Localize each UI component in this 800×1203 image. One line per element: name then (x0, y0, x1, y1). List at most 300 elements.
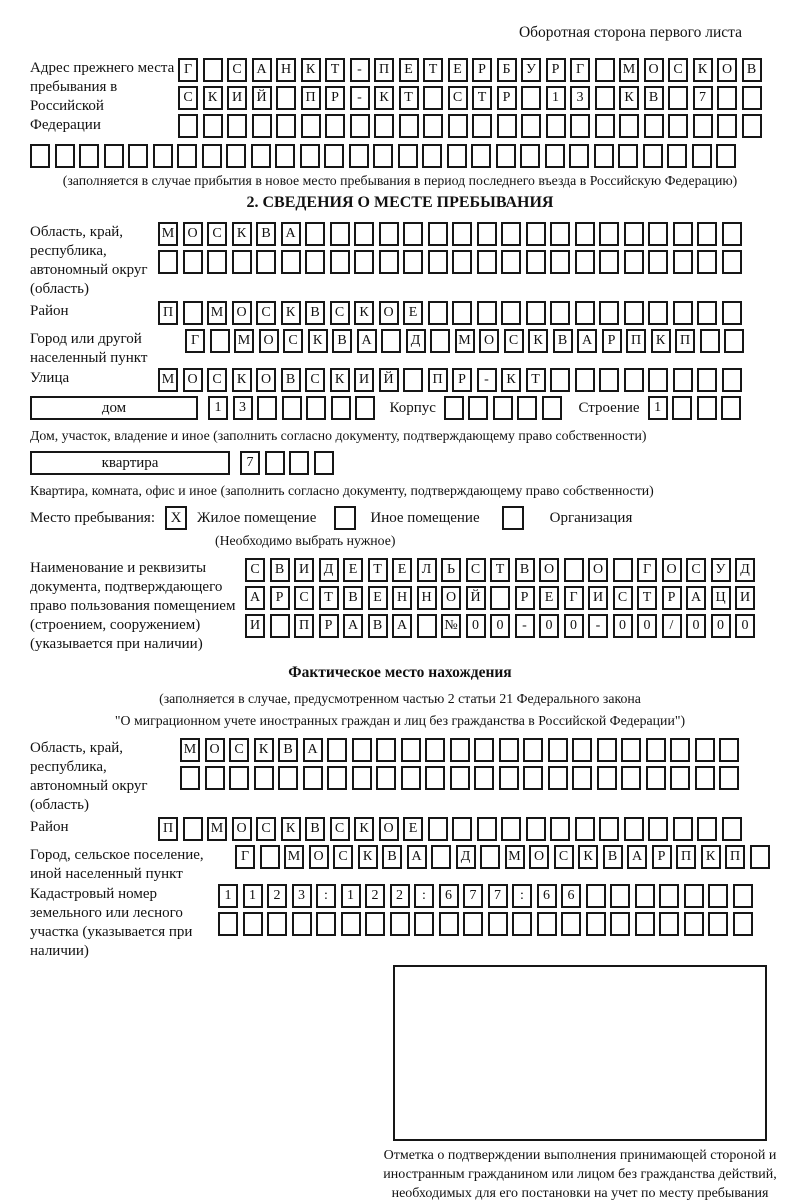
char-cell[interactable] (717, 86, 737, 110)
char-cell[interactable] (379, 250, 399, 274)
char-cell[interactable] (303, 766, 323, 790)
char-cell[interactable] (55, 144, 75, 168)
char-cell[interactable] (422, 144, 442, 168)
char-cell[interactable]: Т (325, 58, 345, 82)
char-cell[interactable]: Р (515, 586, 535, 610)
char-cell[interactable]: Ц (711, 586, 731, 610)
char-cell[interactable]: Г (235, 845, 255, 869)
char-cell[interactable] (401, 738, 421, 762)
char-cell[interactable] (692, 144, 712, 168)
char-cell[interactable] (569, 144, 589, 168)
char-cell[interactable] (575, 222, 595, 246)
char-cell[interactable] (722, 368, 742, 392)
char-cell[interactable] (742, 114, 762, 138)
char-cell[interactable] (218, 912, 238, 936)
char-cell[interactable] (177, 144, 197, 168)
char-cell[interactable] (501, 250, 521, 274)
char-cell[interactable] (414, 912, 434, 936)
char-cell[interactable]: О (539, 558, 559, 582)
char-cell[interactable] (256, 250, 276, 274)
char-cell[interactable] (670, 738, 690, 762)
char-cell[interactable]: К (330, 368, 350, 392)
char-cell[interactable]: О (205, 738, 225, 762)
char-cell[interactable]: А (303, 738, 323, 762)
char-cell[interactable]: С (686, 558, 706, 582)
char-cell[interactable] (341, 912, 361, 936)
char-cell[interactable]: К (232, 368, 252, 392)
char-cell[interactable] (719, 766, 739, 790)
char-cell[interactable]: К (619, 86, 639, 110)
char-cell[interactable] (316, 912, 336, 936)
char-cell[interactable] (673, 222, 693, 246)
char-cell[interactable]: 0 (539, 614, 559, 638)
char-cell[interactable] (575, 301, 595, 325)
char-cell[interactable] (695, 738, 715, 762)
char-cell[interactable] (183, 301, 203, 325)
char-cell[interactable]: Т (319, 586, 339, 610)
char-cell[interactable]: О (183, 368, 203, 392)
char-cell[interactable]: В (305, 301, 325, 325)
char-cell[interactable]: С (466, 558, 486, 582)
char-cell[interactable] (550, 250, 570, 274)
char-cell[interactable] (398, 144, 418, 168)
char-cell[interactable] (643, 144, 663, 168)
char-cell[interactable] (355, 396, 375, 420)
char-cell[interactable]: М (455, 329, 475, 353)
char-cell[interactable]: В (343, 586, 363, 610)
char-cell[interactable] (276, 86, 296, 110)
char-cell[interactable]: Д (319, 558, 339, 582)
char-cell[interactable] (595, 114, 615, 138)
char-cell[interactable] (444, 396, 464, 420)
char-cell[interactable] (431, 845, 451, 869)
char-cell[interactable] (428, 222, 448, 246)
char-cell[interactable]: 3 (233, 396, 253, 420)
char-cell[interactable]: - (350, 86, 370, 110)
char-cell[interactable]: А (407, 845, 427, 869)
char-cell[interactable] (229, 766, 249, 790)
char-cell[interactable] (352, 766, 372, 790)
char-cell[interactable] (599, 817, 619, 841)
char-cell[interactable]: М (505, 845, 525, 869)
char-cell[interactable] (499, 766, 519, 790)
char-cell[interactable]: С (229, 738, 249, 762)
char-cell[interactable] (624, 301, 644, 325)
char-cell[interactable]: - (588, 614, 608, 638)
char-cell[interactable] (330, 222, 350, 246)
char-cell[interactable] (480, 845, 500, 869)
char-cell[interactable] (610, 884, 630, 908)
char-cell[interactable]: В (644, 86, 664, 110)
char-cell[interactable]: О (662, 558, 682, 582)
char-cell[interactable]: О (379, 301, 399, 325)
char-cell[interactable] (619, 114, 639, 138)
char-cell[interactable] (708, 912, 728, 936)
char-cell[interactable] (301, 114, 321, 138)
char-cell[interactable] (648, 222, 668, 246)
char-cell[interactable]: К (578, 845, 598, 869)
char-cell[interactable] (659, 884, 679, 908)
char-cell[interactable]: Г (564, 586, 584, 610)
char-cell[interactable] (526, 301, 546, 325)
char-cell[interactable]: 7 (463, 884, 483, 908)
char-cell[interactable]: В (256, 222, 276, 246)
char-cell[interactable]: М (158, 222, 178, 246)
char-cell[interactable] (207, 250, 227, 274)
char-cell[interactable]: - (477, 368, 497, 392)
char-cell[interactable] (183, 250, 203, 274)
char-cell[interactable] (644, 114, 664, 138)
char-cell[interactable] (488, 912, 508, 936)
char-cell[interactable]: О (529, 845, 549, 869)
char-cell[interactable] (202, 144, 222, 168)
char-cell[interactable] (648, 301, 668, 325)
char-cell[interactable]: 2 (390, 884, 410, 908)
char-cell[interactable]: О (441, 586, 461, 610)
char-cell[interactable]: О (309, 845, 329, 869)
char-cell[interactable]: С (245, 558, 265, 582)
char-cell[interactable] (550, 368, 570, 392)
char-cell[interactable] (575, 250, 595, 274)
char-cell[interactable] (450, 738, 470, 762)
char-cell[interactable]: К (354, 817, 374, 841)
char-cell[interactable]: Р (452, 368, 472, 392)
char-cell[interactable] (668, 86, 688, 110)
char-cell[interactable] (575, 368, 595, 392)
char-cell[interactable]: - (515, 614, 535, 638)
char-cell[interactable] (594, 144, 614, 168)
char-cell[interactable] (257, 396, 277, 420)
char-cell[interactable]: С (256, 817, 276, 841)
char-cell[interactable]: Р (497, 86, 517, 110)
char-cell[interactable] (719, 738, 739, 762)
char-cell[interactable] (716, 144, 736, 168)
char-cell[interactable] (542, 396, 562, 420)
char-cell[interactable] (595, 58, 615, 82)
char-cell[interactable] (621, 766, 641, 790)
char-cell[interactable] (428, 301, 448, 325)
char-cell[interactable] (618, 144, 638, 168)
char-cell[interactable] (672, 396, 692, 420)
char-cell[interactable]: В (515, 558, 535, 582)
char-cell[interactable] (561, 912, 581, 936)
char-cell[interactable]: Е (392, 558, 412, 582)
char-cell[interactable]: К (254, 738, 274, 762)
char-cell[interactable] (497, 114, 517, 138)
char-cell[interactable] (742, 86, 762, 110)
char-cell[interactable]: Т (490, 558, 510, 582)
char-cell[interactable] (158, 250, 178, 274)
char-cell[interactable]: Г (178, 58, 198, 82)
char-cell[interactable] (501, 222, 521, 246)
char-cell[interactable]: П (294, 614, 314, 638)
char-cell[interactable] (468, 396, 488, 420)
char-cell[interactable]: 0 (711, 614, 731, 638)
char-cell[interactable] (289, 451, 309, 475)
char-cell[interactable]: М (180, 738, 200, 762)
char-cell[interactable] (512, 912, 532, 936)
char-cell[interactable]: 7 (240, 451, 260, 475)
char-cell[interactable] (425, 766, 445, 790)
char-cell[interactable]: С (207, 222, 227, 246)
char-cell[interactable] (550, 301, 570, 325)
char-cell[interactable]: К (301, 58, 321, 82)
char-cell[interactable]: В (368, 614, 388, 638)
char-cell[interactable]: М (207, 817, 227, 841)
char-cell[interactable]: 0 (637, 614, 657, 638)
char-cell[interactable] (526, 250, 546, 274)
char-cell[interactable] (599, 301, 619, 325)
char-cell[interactable] (251, 144, 271, 168)
char-cell[interactable] (597, 766, 617, 790)
char-cell[interactable] (659, 912, 679, 936)
char-cell[interactable] (523, 766, 543, 790)
char-cell[interactable] (586, 884, 606, 908)
char-cell[interactable] (354, 250, 374, 274)
char-cell[interactable] (722, 250, 742, 274)
char-cell[interactable]: № (441, 614, 461, 638)
char-cell[interactable] (79, 144, 99, 168)
char-cell[interactable] (350, 114, 370, 138)
char-cell[interactable] (399, 114, 419, 138)
char-cell[interactable] (750, 845, 770, 869)
char-cell[interactable]: Т (368, 558, 388, 582)
char-cell[interactable] (722, 222, 742, 246)
char-cell[interactable] (721, 396, 741, 420)
char-cell[interactable] (374, 114, 394, 138)
char-cell[interactable] (477, 301, 497, 325)
char-cell[interactable]: О (183, 222, 203, 246)
char-cell[interactable]: О (479, 329, 499, 353)
char-cell[interactable]: К (701, 845, 721, 869)
char-cell[interactable]: П (675, 329, 695, 353)
char-cell[interactable] (550, 222, 570, 246)
char-cell[interactable] (684, 884, 704, 908)
char-cell[interactable] (203, 58, 223, 82)
char-cell[interactable]: К (281, 817, 301, 841)
char-cell[interactable]: П (301, 86, 321, 110)
char-cell[interactable]: - (350, 58, 370, 82)
char-cell[interactable] (646, 766, 666, 790)
char-cell[interactable] (128, 144, 148, 168)
char-cell[interactable] (595, 86, 615, 110)
char-cell[interactable] (610, 912, 630, 936)
char-cell[interactable]: Г (637, 558, 657, 582)
char-cell[interactable]: Т (399, 86, 419, 110)
char-cell[interactable]: А (686, 586, 706, 610)
char-cell[interactable]: С (448, 86, 468, 110)
char-cell[interactable] (693, 114, 713, 138)
char-cell[interactable]: С (330, 301, 350, 325)
char-cell[interactable] (624, 250, 644, 274)
char-cell[interactable]: В (278, 738, 298, 762)
char-cell[interactable] (381, 329, 401, 353)
char-cell[interactable]: 1 (243, 884, 263, 908)
char-cell[interactable] (521, 114, 541, 138)
char-cell[interactable]: П (676, 845, 696, 869)
char-cell[interactable] (403, 368, 423, 392)
char-cell[interactable]: 0 (686, 614, 706, 638)
char-cell[interactable] (667, 144, 687, 168)
char-cell[interactable] (697, 222, 717, 246)
char-cell[interactable] (673, 250, 693, 274)
char-cell[interactable] (670, 766, 690, 790)
char-cell[interactable] (599, 222, 619, 246)
char-cell[interactable] (452, 301, 472, 325)
char-cell[interactable]: 1 (208, 396, 228, 420)
char-cell[interactable] (517, 396, 537, 420)
char-cell[interactable]: 2 (365, 884, 385, 908)
char-cell[interactable] (254, 766, 274, 790)
char-cell[interactable] (564, 558, 584, 582)
char-cell[interactable]: А (281, 222, 301, 246)
char-cell[interactable] (450, 766, 470, 790)
char-cell[interactable] (673, 368, 693, 392)
char-cell[interactable]: С (330, 817, 350, 841)
char-cell[interactable]: П (626, 329, 646, 353)
char-cell[interactable] (471, 144, 491, 168)
char-cell[interactable]: И (354, 368, 374, 392)
char-cell[interactable]: А (577, 329, 597, 353)
char-cell[interactable] (635, 884, 655, 908)
char-cell[interactable]: К (358, 845, 378, 869)
char-cell[interactable]: М (207, 301, 227, 325)
char-cell[interactable] (521, 86, 541, 110)
char-cell[interactable]: 3 (570, 86, 590, 110)
char-cell[interactable]: К (693, 58, 713, 82)
char-cell[interactable] (403, 250, 423, 274)
char-cell[interactable]: К (528, 329, 548, 353)
char-cell[interactable] (499, 738, 519, 762)
char-cell[interactable] (624, 817, 644, 841)
char-cell[interactable] (572, 766, 592, 790)
char-cell[interactable] (570, 114, 590, 138)
char-cell[interactable] (390, 912, 410, 936)
char-cell[interactable]: 6 (561, 884, 581, 908)
char-cell[interactable] (227, 114, 247, 138)
char-cell[interactable] (648, 817, 668, 841)
char-cell[interactable] (314, 451, 334, 475)
char-cell[interactable] (352, 738, 372, 762)
char-cell[interactable] (439, 912, 459, 936)
char-cell[interactable] (733, 912, 753, 936)
char-cell[interactable]: В (332, 329, 352, 353)
char-cell[interactable] (373, 144, 393, 168)
char-cell[interactable]: Е (539, 586, 559, 610)
char-cell[interactable] (496, 144, 516, 168)
char-cell[interactable]: Й (379, 368, 399, 392)
char-cell[interactable]: К (501, 368, 521, 392)
char-cell[interactable] (243, 912, 263, 936)
char-cell[interactable]: Е (368, 586, 388, 610)
char-cell[interactable] (621, 738, 641, 762)
char-cell[interactable] (477, 222, 497, 246)
char-cell[interactable] (501, 817, 521, 841)
char-cell[interactable] (327, 738, 347, 762)
char-cell[interactable]: М (619, 58, 639, 82)
char-cell[interactable] (276, 114, 296, 138)
char-cell[interactable] (477, 250, 497, 274)
char-cell[interactable]: : (512, 884, 532, 908)
char-cell[interactable] (180, 766, 200, 790)
char-cell[interactable] (733, 884, 753, 908)
char-cell[interactable] (463, 912, 483, 936)
char-cell[interactable] (325, 114, 345, 138)
char-cell[interactable]: Р (472, 58, 492, 82)
char-cell[interactable] (430, 329, 450, 353)
char-cell[interactable]: Т (637, 586, 657, 610)
char-cell[interactable] (210, 329, 230, 353)
char-cell[interactable] (646, 738, 666, 762)
char-cell[interactable] (423, 114, 443, 138)
char-cell[interactable] (330, 250, 350, 274)
char-cell[interactable] (448, 114, 468, 138)
char-cell[interactable] (673, 817, 693, 841)
char-cell[interactable]: П (158, 817, 178, 841)
char-cell[interactable] (597, 738, 617, 762)
char-cell[interactable] (697, 250, 717, 274)
char-cell[interactable] (306, 396, 326, 420)
char-cell[interactable] (708, 884, 728, 908)
char-cell[interactable] (648, 250, 668, 274)
char-cell[interactable] (30, 144, 50, 168)
char-cell[interactable] (452, 222, 472, 246)
char-cell[interactable] (260, 845, 280, 869)
char-cell[interactable] (327, 766, 347, 790)
char-cell[interactable]: С (504, 329, 524, 353)
char-cell[interactable] (365, 912, 385, 936)
char-cell[interactable]: К (354, 301, 374, 325)
char-cell[interactable]: Т (423, 58, 443, 82)
char-cell[interactable] (472, 114, 492, 138)
char-cell[interactable] (401, 766, 421, 790)
char-cell[interactable] (379, 222, 399, 246)
char-cell[interactable]: О (256, 368, 276, 392)
char-cell[interactable] (428, 250, 448, 274)
char-cell[interactable] (403, 222, 423, 246)
checkbox-organization[interactable] (502, 506, 524, 530)
char-cell[interactable]: О (588, 558, 608, 582)
char-cell[interactable]: / (662, 614, 682, 638)
char-cell[interactable]: С (207, 368, 227, 392)
char-cell[interactable]: 0 (735, 614, 755, 638)
char-cell[interactable]: О (232, 817, 252, 841)
char-cell[interactable] (425, 738, 445, 762)
char-cell[interactable]: 0 (490, 614, 510, 638)
char-cell[interactable]: К (232, 222, 252, 246)
char-cell[interactable] (232, 250, 252, 274)
char-cell[interactable] (684, 912, 704, 936)
char-cell[interactable] (447, 144, 467, 168)
char-cell[interactable] (376, 766, 396, 790)
char-cell[interactable] (624, 222, 644, 246)
char-cell[interactable]: Е (403, 817, 423, 841)
char-cell[interactable]: А (627, 845, 647, 869)
char-cell[interactable] (586, 912, 606, 936)
char-cell[interactable]: У (521, 58, 541, 82)
char-cell[interactable] (270, 614, 290, 638)
char-cell[interactable] (717, 114, 737, 138)
char-cell[interactable] (572, 738, 592, 762)
char-cell[interactable]: А (392, 614, 412, 638)
char-cell[interactable] (599, 250, 619, 274)
char-cell[interactable] (548, 766, 568, 790)
char-cell[interactable]: Т (526, 368, 546, 392)
char-cell[interactable]: М (234, 329, 254, 353)
char-cell[interactable]: О (259, 329, 279, 353)
char-cell[interactable]: В (270, 558, 290, 582)
char-cell[interactable]: И (735, 586, 755, 610)
